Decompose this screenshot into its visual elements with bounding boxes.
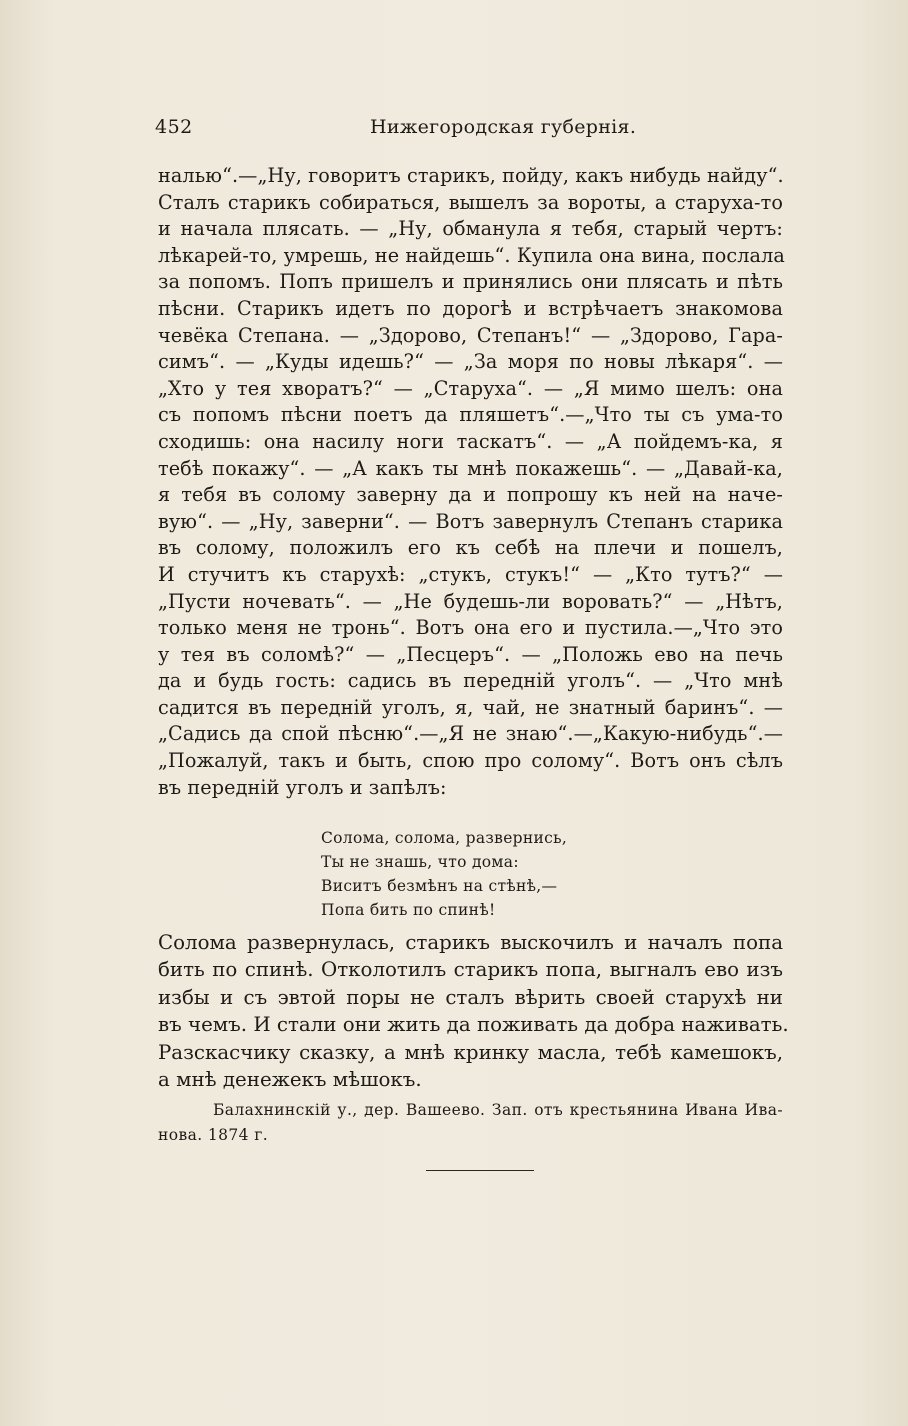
text-line: симъ“. — „Куды идешь?“ — „За моря по новы лѣкаря“. — <box>158 350 783 374</box>
text-line: И стучитъ къ старухѣ: „стукъ, стукъ!“ — „Кто тутъ?“ — <box>158 562 783 586</box>
text-line: налью“.—„Ну, говоритъ старикъ, пойду, какъ нибудь найду“. <box>158 164 784 187</box>
text-line: избы и съ эвтой поры не сталъ вѣрить своей старухѣ ни <box>158 985 783 1009</box>
text-line: вую“. — „Ну, заверни“. — Вотъ завернулъ Степанъ старика <box>158 509 783 533</box>
verse-line: Ты не знашь, что дома: <box>321 853 519 871</box>
text-line: въ солому, положилъ его къ себѣ на плечи и пошелъ, <box>158 536 783 560</box>
text-line: пѣсни. Старикъ идетъ по дорогѣ и встрѣчаетъ знакомова <box>158 296 783 320</box>
source-line: нова. 1874 г. <box>158 1126 269 1144</box>
source-line: Балахнинскій у., дер. Вашеево. Зап. отъ крестьянина Ивана Ива- <box>213 1101 783 1119</box>
source-note <box>158 1098 783 1148</box>
text-line: да и будь гость: садись въ передній уголъ“. — „Что мнѣ <box>158 669 783 693</box>
text-line: „Хто у тея хворатъ?“ — „Старуха“. — „Я мимо шелъ: она <box>158 376 783 400</box>
text-line: только меня не тронь“. Вотъ она его и пустила.—„Что это <box>158 616 783 640</box>
text-line: сходишь: она насилу ноги таскатъ“. — „А пойдемъ-ка, я <box>158 429 783 453</box>
verse-line: Виситъ безмѣнъ на стѣнѣ,— <box>321 877 558 895</box>
text-line: „Садись да спой пѣсню“.—„Я не знаю“.—„Какую-нибудь“.— <box>158 722 783 746</box>
text-line: Разскасчику сказку, а мнѣ кринку масла, тебѣ камешокъ, <box>158 1040 783 1064</box>
page-header <box>155 112 755 144</box>
text-line: а мнѣ денежекъ мѣшокъ. <box>158 1067 422 1091</box>
text-line: и начала плясать. — „Ну, обманула я тебя, старый чертъ: <box>158 217 783 241</box>
verse-line: Солома, солома, развернись, <box>321 829 568 847</box>
text-line: въ чемъ. И стали они жить да поживать да добра наживать. <box>158 1013 789 1037</box>
running-head: Нижегородская губернія. <box>370 116 637 138</box>
text-line: тебѣ покажу“. — „А какъ ты мнѣ покажешь“. — „Давай-ка, <box>158 456 783 480</box>
verse-block <box>321 826 601 922</box>
main-paragraph <box>158 163 783 801</box>
text-line: „Пусти ночевать“. — „Не будешь-ли воровать?“ — „Нѣтъ, <box>158 589 783 613</box>
text-line: у тея въ соломѣ?“ — „Песцеръ“. — „Положь ево на печь <box>158 642 783 666</box>
text-line: съ попомъ пѣсни поетъ да пляшетъ“.—„Что ты съ ума-то <box>158 403 783 427</box>
text-line: чевёка Степана. — „Здорово, Степанъ!“ — „Здорово, Гара- <box>158 323 783 347</box>
text-line: Солома развернулась, старикъ выскочилъ и началъ попа <box>158 931 783 954</box>
text-line: я тебя въ солому заверну да и попрошу къ ней на наче- <box>158 483 783 507</box>
page-number: 452 <box>155 116 193 138</box>
text-line: бить по спинѣ. Отколотилъ старикъ попа, выгналъ ево изъ <box>158 958 783 982</box>
text-line: за попомъ. Попъ пришелъ и принялись они плясать и пѣть <box>158 270 783 294</box>
verse-line: Попа бить по спинѣ! <box>321 901 496 919</box>
text-line: лѣкарей-то, умрешь, не найдешь“. Купила она вина, послала <box>158 243 785 267</box>
text-line: „Пожалуй, такъ и быть, спою про солому“. Вотъ онъ сѣлъ <box>158 749 783 773</box>
text-line: въ передній уголъ и запѣлъ: <box>158 775 447 799</box>
section-divider <box>426 1170 534 1171</box>
text-line: Сталъ старикъ собираться, вышелъ за вороты, а старуха-то <box>158 190 783 214</box>
closing-paragraph <box>158 929 789 1093</box>
text-line: садится въ передній уголъ, я, чай, не знатный баринъ“. — <box>158 695 783 719</box>
